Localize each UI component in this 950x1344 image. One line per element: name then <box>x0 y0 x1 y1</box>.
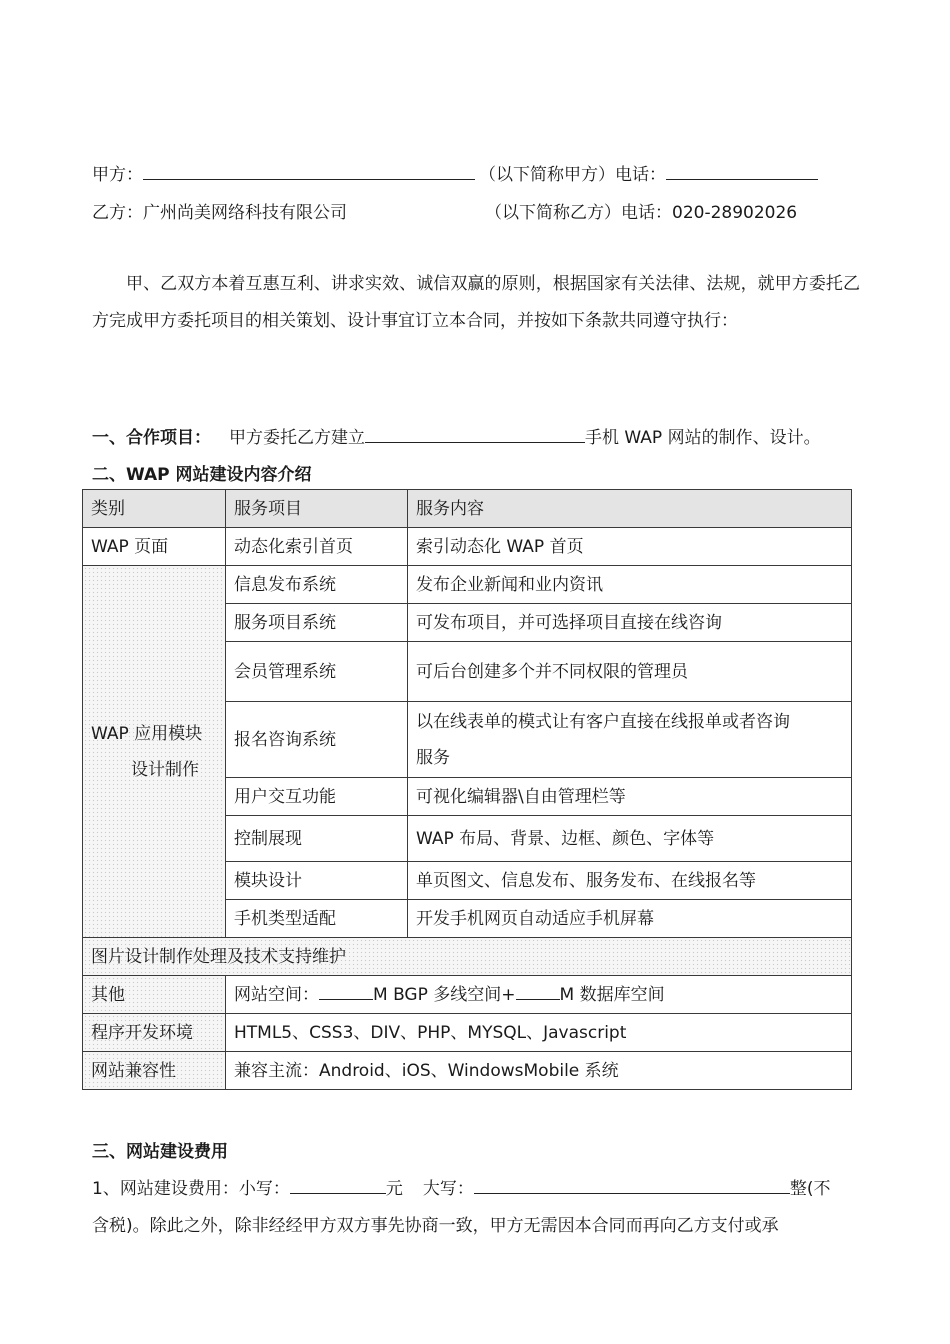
module-category-line-2: 设计制作 <box>131 759 199 780</box>
intro-paragraph: 甲、乙双方本着互惠互利、讲求实效、诚信双赢的原则，根据国家有关法律、法规，就甲方委托乙方完成甲方委托项目的相关策划、设计事宜订立本合同，并按如下条款共同遵守执行： <box>92 274 860 331</box>
fee-suffix: 整(不 <box>789 1179 831 1199</box>
table-row <box>83 566 852 604</box>
table-row <box>83 976 852 1014</box>
party-b-note: （以下简称乙方）电话： <box>485 203 672 223</box>
fee-uppercase-label: 大写： <box>422 1179 474 1199</box>
fee-lowercase-blank[interactable] <box>290 1192 386 1194</box>
module-content: 可后台创建多个并不同权限的管理员 <box>408 642 852 702</box>
fee-label: 1、网站建设费用：小写： <box>92 1179 290 1199</box>
section-1-title: 一、合作项目： <box>92 428 211 448</box>
party-b-line <box>92 198 347 223</box>
table-row <box>83 1014 852 1052</box>
header-content: 服务内容 <box>408 490 852 528</box>
other-part-3: M 数据库空间 <box>559 984 665 1005</box>
party-a-phone-blank[interactable] <box>666 178 818 180</box>
module-category-line-1: WAP 应用模块 <box>91 723 203 744</box>
module-category <box>83 566 226 938</box>
compat-category: 网站兼容性 <box>83 1052 226 1090</box>
party-a-name-blank[interactable] <box>143 178 475 180</box>
section-1-prefix: 甲方委托乙方建立 <box>229 428 365 448</box>
fee-uppercase-blank[interactable] <box>474 1192 790 1194</box>
project-name-blank[interactable] <box>365 441 585 443</box>
header-category: 类别 <box>83 490 226 528</box>
db-size-blank[interactable] <box>516 998 560 1000</box>
module-content: 开发手机网页自动适应手机屏幕 <box>408 900 852 938</box>
section-1-suffix: 手机 WAP 网站的制作、设计。 <box>585 428 821 448</box>
env-content: HTML5、CSS3、DIV、PHP、MYSQL、Javascript <box>226 1014 852 1052</box>
header-item: 服务项目 <box>226 490 408 528</box>
wap-page-content: 索引动态化 WAP 首页 <box>408 528 852 566</box>
module-item: 信息发布系统 <box>226 566 408 604</box>
table-row <box>83 938 852 976</box>
image-design-row: 图片设计制作处理及技术支持维护 <box>83 938 852 976</box>
compat-content: 兼容主流：Android、iOS、WindowsMobile 系统 <box>226 1052 852 1090</box>
service-table <box>82 489 852 1090</box>
other-category: 其他 <box>83 976 226 1014</box>
module-content: WAP 布局、背景、边框、颜色、字体等 <box>408 816 852 862</box>
module-item: 会员管理系统 <box>226 642 408 702</box>
fee-line-1 <box>92 1174 830 1199</box>
module-content-line-1: 以在线表单的模式让有客户直接在线报单或者咨询 <box>416 711 790 732</box>
module-content: 发布企业新闻和业内资讯 <box>408 566 852 604</box>
party-b-name: 广州尚美网络科技有限公司 <box>143 203 347 223</box>
party-b-phone: 020-28902026 <box>672 203 798 223</box>
module-content <box>408 702 852 778</box>
wap-page-category: WAP 页面 <box>83 528 226 566</box>
party-a-label: 甲方： <box>92 165 143 185</box>
table-row <box>83 1052 852 1090</box>
module-content-line-2: 服务 <box>416 747 450 768</box>
fee-yuan: 元 <box>385 1179 403 1199</box>
wap-page-item: 动态化索引首页 <box>226 528 408 566</box>
env-category: 程序开发环境 <box>83 1014 226 1052</box>
module-item: 用户交互功能 <box>226 778 408 816</box>
other-part-1: 网站空间： <box>234 984 319 1005</box>
module-item: 控制展现 <box>226 816 408 862</box>
table-header-row <box>83 490 852 528</box>
party-a-line <box>92 160 818 185</box>
space-size-blank[interactable] <box>319 998 373 1000</box>
party-a-note: （以下简称甲方）电话： <box>479 165 666 185</box>
fee-line-2: 含税)。除此之外，除非经经甲方双方事先协商一致，甲方无需因本合同而再向乙方支付或承 <box>92 1216 779 1236</box>
other-part-2: M BGP 多线空间+ <box>373 984 516 1005</box>
module-item: 手机类型适配 <box>226 900 408 938</box>
section-2-title: 二、WAP 网站建设内容介绍 <box>92 465 312 485</box>
module-content: 单页图文、信息发布、服务发布、在线报名等 <box>408 862 852 900</box>
table-row <box>83 528 852 566</box>
module-content: 可视化编辑器\自由管理栏等 <box>408 778 852 816</box>
module-content: 可发布项目，并可选择项目直接在线咨询 <box>408 604 852 642</box>
party-b-contact <box>485 198 797 223</box>
module-item: 服务项目系统 <box>226 604 408 642</box>
party-b-label: 乙方： <box>92 203 143 223</box>
other-content <box>226 976 852 1014</box>
section-1 <box>92 423 821 448</box>
module-item: 报名咨询系统 <box>226 702 408 778</box>
section-3-title: 三、网站建设费用 <box>92 1142 228 1162</box>
module-item: 模块设计 <box>226 862 408 900</box>
